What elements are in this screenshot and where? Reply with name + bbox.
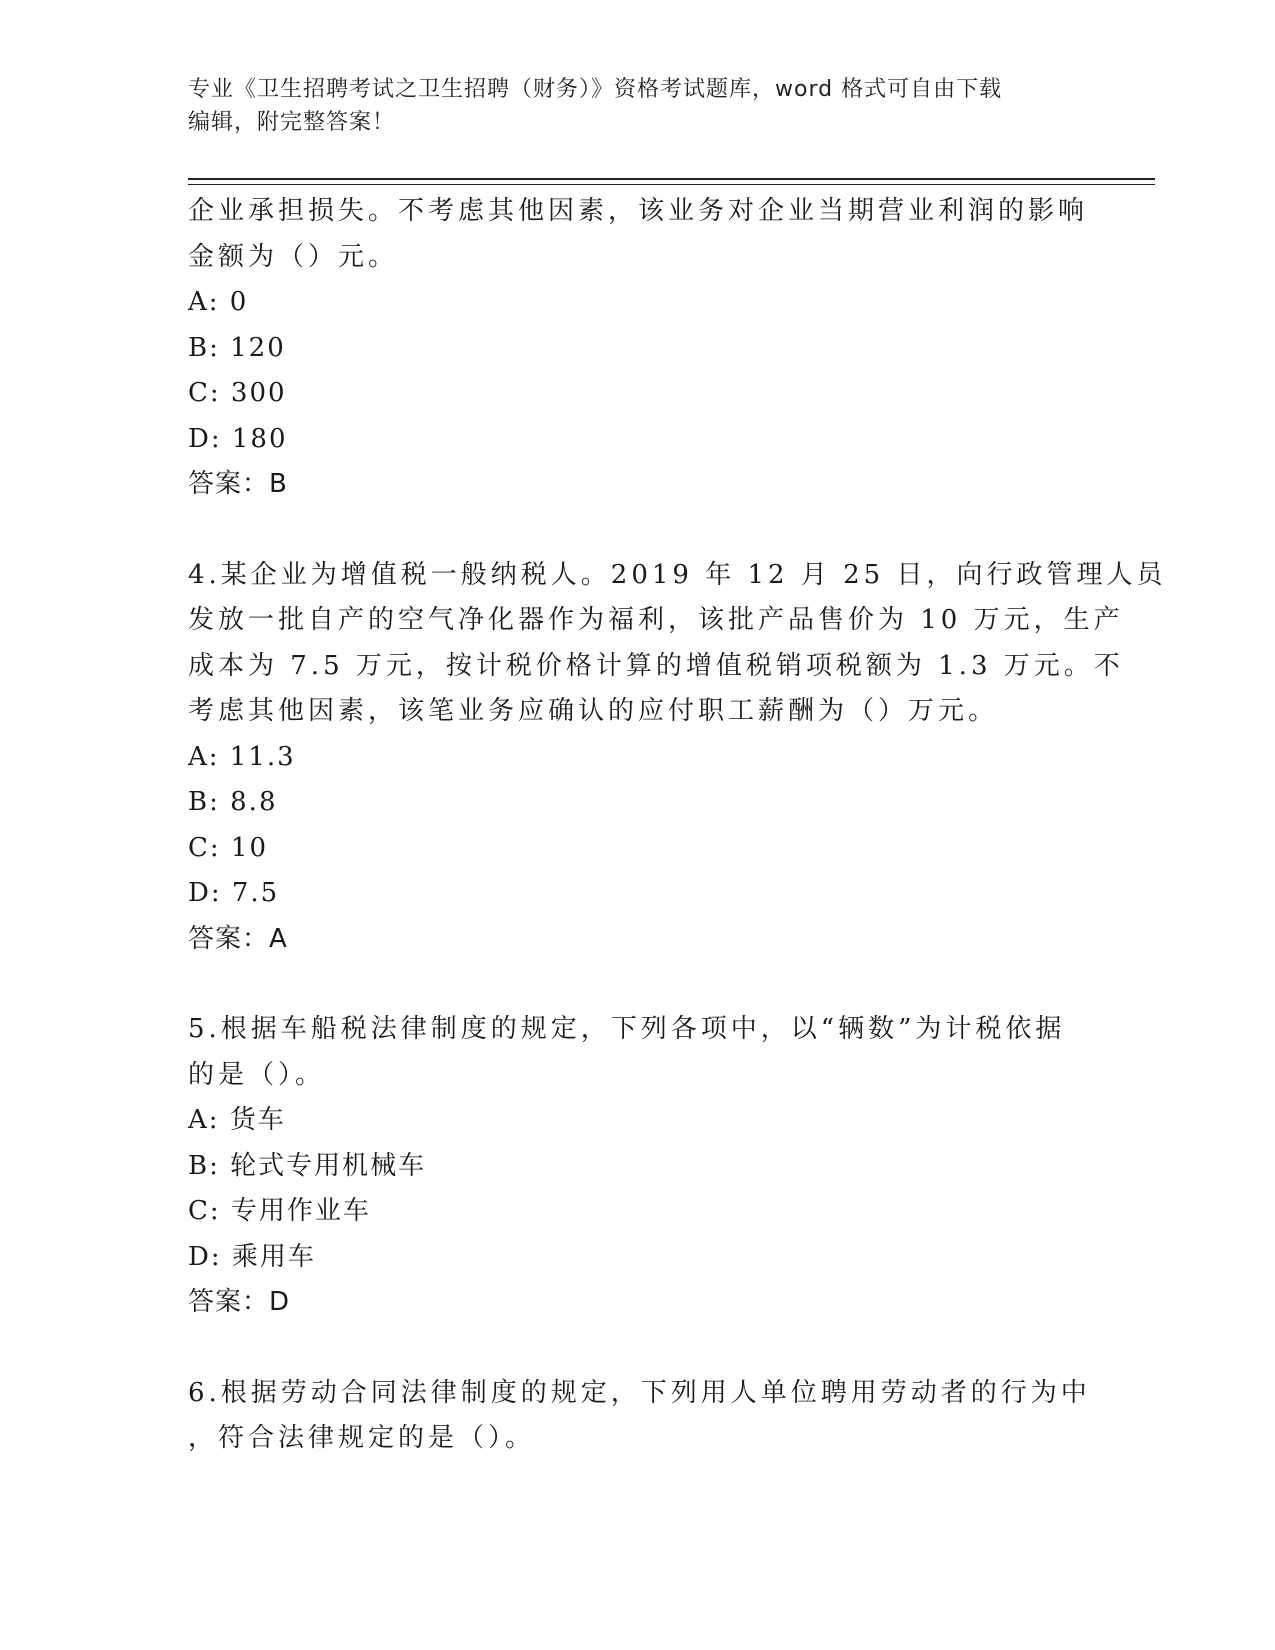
question-3 xyxy=(188,189,1088,508)
option-d: D: 7.5 xyxy=(188,878,280,908)
option-c: C: 专用作业车 xyxy=(188,1196,371,1226)
option-b: B: 轮式专用机械车 xyxy=(188,1150,427,1181)
option-d: D: 乘用车 xyxy=(188,1241,316,1272)
option-c: C: 10 xyxy=(188,832,269,863)
question-stem-line: 的是（）。 xyxy=(188,1059,326,1090)
option-a: A: 0 xyxy=(188,287,249,317)
header-line-1: 专业《卫生招聘考试之卫生招聘（财务）》资格考试题库，word 格式可自由下载 xyxy=(188,77,1003,102)
question-stem-line: 企业承担损失。不考虑其他因素，该业务对企业当期营业利润的影响 xyxy=(188,196,1089,226)
header-line-2: 编辑，附完整答案！ xyxy=(188,110,396,135)
header-rule-thick xyxy=(188,178,1155,180)
document-body xyxy=(188,189,1167,1462)
question-stem-line: 金额为（）元。 xyxy=(188,241,399,272)
question-stem-line: 成本为 7.5 万元，按计税价格计算的增值税销项税额为 1.3 万元。不 xyxy=(188,650,1124,681)
option-d: D: 180 xyxy=(188,423,288,454)
header-rule-thin xyxy=(188,184,1155,185)
question-stem-line: 6.根据劳动合同法律制度的规定，下列用人单位聘用劳动者的行为中 xyxy=(188,1377,1091,1408)
question-6 xyxy=(188,1371,1091,1462)
option-b: B: 8.8 xyxy=(188,787,278,817)
answer-line: 答案：A xyxy=(188,923,288,954)
answer-line: 答案：D xyxy=(188,1287,291,1317)
option-a: A: 11.3 xyxy=(188,741,296,772)
answer-line: 答案：B xyxy=(188,469,288,499)
option-a: A: 货车 xyxy=(188,1105,286,1135)
question-stem-line: ，符合法律规定的是（）。 xyxy=(188,1423,536,1453)
option-b: B: 120 xyxy=(188,332,286,363)
question-stem-line: 发放一批自产的空气净化器作为福利，该批产品售价为 10 万元，生产 xyxy=(188,605,1124,635)
question-4 xyxy=(188,553,1167,963)
question-stem-line: 考虑其他因素，该笔业务应确认的应付职工薪酬为（）万元。 xyxy=(188,696,999,726)
question-stem-line: 5.根据车船税法律制度的规定，下列各项中，以“辆数”为计税依据 xyxy=(188,1014,1066,1044)
option-c: C: 300 xyxy=(188,378,287,408)
document-header xyxy=(188,73,1088,139)
question-5 xyxy=(188,1007,1088,1326)
question-stem-line: 4.某企业为增值税一般纳税人。2019 年 12 月 25 日，向行政管理人员 xyxy=(188,559,1167,590)
